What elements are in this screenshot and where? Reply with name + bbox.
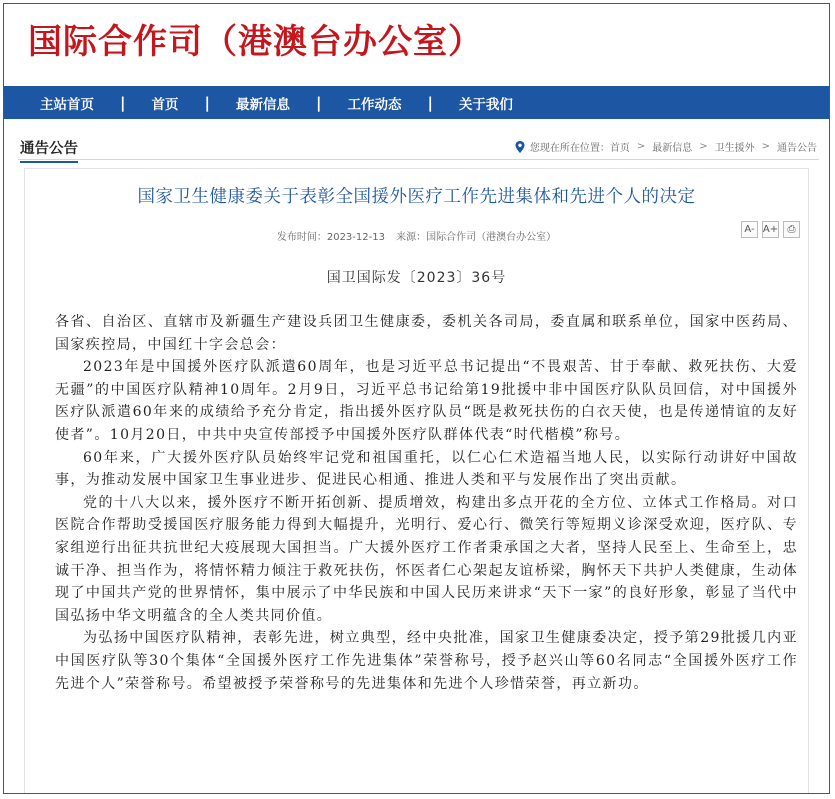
breadcrumb-item-home[interactable]: 首页	[609, 143, 630, 154]
site-title[interactable]: 国际合作司（港澳台办公室）	[28, 22, 483, 62]
font-decrease-button[interactable]: A-	[741, 221, 758, 238]
nav-separator: |	[204, 93, 210, 112]
publish-date	[277, 232, 385, 243]
section-title: 通告公告	[20, 137, 78, 163]
body-paragraph: 60年来，广大援外医疗队员始终牢记党和祖国重托，以仁心仁术造福当地人民，以实际行动讲好中国故事，为推动发展中国家卫生事业进步、促进民心相通、推进人类和平与发展作出了突出贡献。	[55, 449, 798, 489]
breadcrumb-item-latest[interactable]: 最新信息	[652, 143, 693, 154]
article-source	[396, 232, 556, 243]
page-frame	[3, 3, 830, 794]
nav-item-about[interactable]: 关于我们	[458, 96, 513, 113]
nav-item-work-news[interactable]: 工作动态	[347, 96, 402, 113]
nav-separator: |	[120, 93, 126, 112]
main-nav	[4, 86, 829, 119]
source-label: 来源：	[396, 232, 427, 243]
article-title: 国家卫生健康委关于表彰全国援外医疗工作先进集体和先进个人的决定	[137, 187, 696, 207]
publish-date-value: 2023-12-13	[326, 232, 385, 243]
site-header	[4, 4, 829, 86]
nav-separator: |	[427, 93, 433, 112]
salutation: 各省、自治区、直辖市及新疆生产建设兵团卫生健康委，委机关各司局，委直属和联系单位，国家中医药局、国家疾控局，中国红十字会总会：	[55, 314, 798, 353]
breadcrumb-item-health-aid[interactable]: 卫生援外	[714, 143, 755, 154]
document-number: 国卫国际发〔2023〕36号	[326, 270, 507, 286]
source-value: 国际合作司（港澳台办公室）	[426, 232, 557, 243]
nav-item-main-home[interactable]: 主站首页	[40, 96, 94, 113]
section-header	[18, 119, 819, 160]
nav-item-latest[interactable]: 最新信息	[235, 96, 290, 113]
article-panel	[24, 168, 809, 794]
location-pin-icon	[515, 141, 525, 153]
breadcrumb-item-notices[interactable]: 通告公告	[777, 143, 817, 154]
body-paragraph: 2023年是中国援外医疗队派遣60周年，也是习近平总书记提出“不畏艰苦、甘于奉献、救死扶伤、大爱无疆”的中国医疗队精神10周年。2月9日，习近平总书记给第19批援中非中国医疗队队员回信，对中国援外医疗队派遣60年来的成绩给予充分肯定，指出援外医疗队员“既是救死扶伤的白衣天使，也是传递情谊的友好使者”。10月20日，中共中央宣传部授予中国援外医疗队群体代表“时代楷模”称号。	[55, 359, 798, 443]
print-button[interactable]: ⎙	[783, 221, 800, 238]
article-tools	[741, 221, 800, 238]
nav-item-home[interactable]: 首页	[151, 96, 179, 113]
font-increase-button[interactable]: A+	[762, 221, 779, 238]
body-paragraph: 为弘扬中国医疗队精神，表彰先进，树立典型，经中央批准，国家卫生健康委决定，授予第29批援几内亚中国医疗队等30个集体“全国援外医疗工作先进集体”荣誉称号，授予赵兴山等60名同志“全国援外医疗工作先进个人”荣誉称号。希望被授予荣誉称号的先进集体和先进个人珍惜荣誉，再立新功。	[55, 630, 798, 692]
breadcrumb-separator: >	[761, 141, 770, 152]
breadcrumb-separator: >	[699, 141, 708, 152]
breadcrumb	[515, 139, 817, 154]
article-body	[55, 311, 798, 695]
nav-separator: |	[315, 93, 322, 112]
article-meta	[25, 228, 808, 243]
body-paragraph: 党的十八大以来，援外医疗不断开拓创新、提质增效，构建出多点开花的全方位、立体式工作格局。对口医院合作帮助受援国医疗服务能力得到大幅提升，光明行、爱心行、微笑行等短期义诊深受欢迎，医疗队、专家组逆行出征共抗世纪大疫展现大国担当。广大援外医疗工作者秉承国之大者，坚持人民至上、生命至上，忠诚干净、担当作为，将情怀精力倾注于救死扶伤，怀医者仁心架起友谊桥梁，胸怀天下共护人类健康，生动体现了中国共产党的世界情怀，集中展示了中华民族和中国人民历来讲求“天下一家”的良好形象，彰显了当代中国弘扬中华文明蕴含的全人类共同价值。	[55, 494, 798, 624]
publish-date-label: 发布时间：	[276, 232, 327, 243]
breadcrumb-separator: >	[636, 141, 646, 152]
breadcrumb-prefix: 您现在所在位置：	[529, 143, 610, 154]
